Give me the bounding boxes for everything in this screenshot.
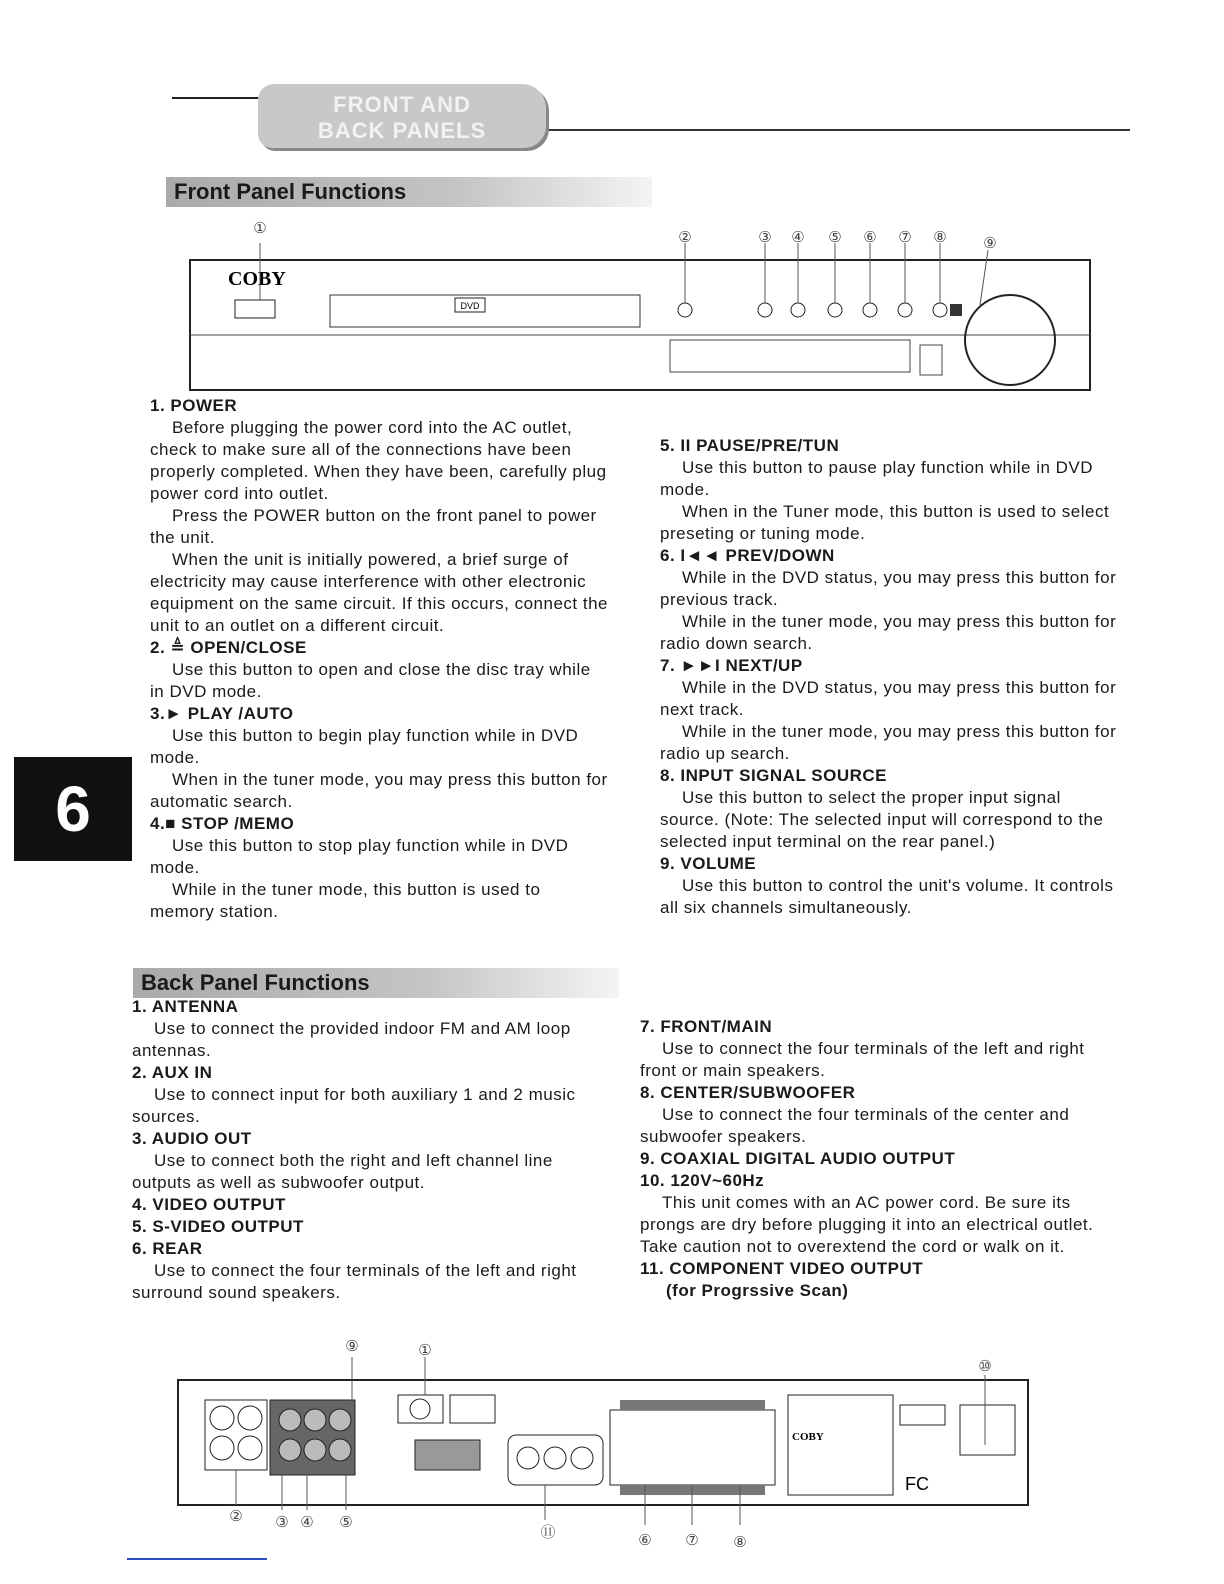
aux-in-block	[205, 1400, 267, 1470]
remote-sensor	[920, 345, 942, 375]
front-item-text: Use this button to control the unit's volume. It controls all six channels simultaneously.	[660, 876, 1114, 917]
volume-knob	[965, 295, 1055, 385]
header-rule-left	[172, 97, 272, 99]
prev-knob	[863, 303, 877, 317]
front-item-text: When in the tuner mode, you may press this button for automatic search.	[150, 770, 608, 811]
back-item-title: 1. ANTENNA	[132, 997, 239, 1016]
callout-back-9: ⑨	[345, 1337, 359, 1355]
callout-front-9: ⑨	[983, 234, 997, 252]
back-item-text: Use to connect the provided indoor FM and AM loop antennas.	[132, 1019, 571, 1060]
header-rule-right	[540, 129, 1130, 131]
back-item-title: 10. 120V~60Hz	[640, 1171, 765, 1190]
back-item-text: Use to connect the four terminals of the center and subwoofer speakers.	[640, 1105, 1070, 1146]
power-button-front	[235, 300, 275, 318]
front-item-title: 2. ≜ OPEN/CLOSE	[150, 638, 307, 657]
front-item-title: 7. ►►I NEXT/UP	[660, 656, 803, 675]
front-item-text: Use this button to select the proper input signal source. (Note: The selected input will correspond to the selected input terminal on the rear panel.)	[660, 788, 1104, 851]
front-item-text: When in the Tuner mode, this button is used to select preseting or tuning mode.	[660, 502, 1110, 543]
label-plate	[415, 1440, 480, 1470]
callout-front-3: ③	[758, 228, 772, 246]
component-video-block	[508, 1435, 603, 1485]
callout-back-5: ⑤	[339, 1513, 353, 1531]
rating-label	[788, 1395, 893, 1495]
back-item-title: 11. COMPONENT VIDEO OUTPUT	[640, 1259, 924, 1278]
back-panel-diagram	[170, 1335, 1040, 1555]
back-panel-heading: Back Panel Functions	[133, 968, 619, 998]
next-knob	[898, 303, 912, 317]
callout-back-1: ①	[418, 1341, 432, 1359]
callout-front-7: ⑦	[898, 228, 912, 246]
speaker-terminals	[610, 1410, 775, 1485]
output-jack	[279, 1439, 301, 1461]
page-number-tab: 6	[14, 757, 132, 861]
front-item-text: While in the DVD status, you may press this button for next track.	[660, 678, 1117, 719]
front-item-text: While in the tuner mode, this button is used to memory station.	[150, 880, 541, 921]
brand-logo: COBY	[228, 268, 286, 290]
front-item-title: 9. VOLUME	[660, 854, 757, 873]
aux-jack	[238, 1436, 262, 1460]
input-indicator	[950, 304, 962, 316]
back-item-title: 7. FRONT/MAIN	[640, 1017, 773, 1036]
antenna-block	[450, 1395, 495, 1423]
input-knob	[933, 303, 947, 317]
component-jack	[571, 1447, 593, 1469]
front-item-title: 4.■ STOP /MEMO	[150, 814, 295, 833]
pause-knob	[828, 303, 842, 317]
front-item-text: Press the POWER button on the front panel to power the unit.	[150, 506, 597, 547]
front-column-left	[150, 395, 608, 923]
callout-back-4: ④	[300, 1513, 314, 1531]
front-item-text: Use this button to stop play function while in DVD mode.	[150, 836, 569, 877]
section-title-line1: FRONT AND	[333, 92, 471, 117]
back-column-right	[640, 1016, 1110, 1302]
callout-front-1: ①	[253, 219, 267, 237]
output-jack	[304, 1409, 326, 1431]
back-item-text: This unit comes with an AC power cord. Be sure its prongs are dry before plugging it into an electrical outlet. Take caution not to overextend the cord or walk on it.	[640, 1193, 1094, 1256]
ac-cord-outlet	[960, 1405, 1015, 1455]
dvd-logo: DVD	[460, 301, 480, 311]
callout-back-11: ⑪	[540, 1523, 556, 1541]
front-item-text: Before plugging the power cord into the AC outlet, check to make sure all of the connections have been properly completed. When they have been, carefully plug power cord into outlet.	[150, 418, 607, 503]
fc-mark: FC	[905, 1474, 929, 1494]
callout-front-2: ②	[678, 228, 692, 246]
section-title-tab	[258, 84, 546, 148]
back-item-title: 5. S-VIDEO OUTPUT	[132, 1217, 304, 1236]
display-window	[670, 340, 910, 372]
open-close-knob	[678, 303, 692, 317]
callout-back-8: ⑧	[733, 1533, 747, 1551]
callout-front-8: ⑧	[933, 228, 947, 246]
back-item-title: 3. AUDIO OUT	[132, 1129, 252, 1148]
output-jack	[329, 1439, 351, 1461]
back-item-subtitle: (for Progrssive Scan)	[666, 1281, 849, 1300]
back-item-title: 4. VIDEO OUTPUT	[132, 1195, 286, 1214]
front-item-text: While in the tuner mode, you may press this button for radio up search.	[660, 722, 1117, 763]
callout-back-3: ③	[275, 1513, 289, 1531]
back-item-title: 2. AUX IN	[132, 1063, 213, 1082]
back-item-title: 6. REAR	[132, 1239, 203, 1258]
component-jack	[544, 1447, 566, 1469]
rear-brand: COBY	[792, 1431, 824, 1443]
front-item-text: While in the DVD status, you may press this button for previous track.	[660, 568, 1117, 609]
back-item-text: Use to connect the four terminals of the left and right front or main speakers.	[640, 1039, 1085, 1080]
antenna-fm-jack	[410, 1399, 430, 1419]
aux-jack	[210, 1436, 234, 1460]
front-item-text: Use this button to open and close the disc tray while in DVD mode.	[150, 660, 591, 701]
front-item-title: 6. I◄◄ PREV/DOWN	[660, 546, 835, 565]
front-item-text: When the unit is initially powered, a brief surge of electricity may cause interference with other electronic equipment on the same circuit. If this occurs, connect the unit to an outlet on a different circuit.	[150, 550, 608, 635]
back-item-title: 8. CENTER/SUBWOOFER	[640, 1083, 856, 1102]
stop-knob	[791, 303, 805, 317]
output-jack	[329, 1409, 351, 1431]
section-title-line2: BACK PANELS	[317, 118, 487, 143]
play-knob	[758, 303, 772, 317]
callout-front-6: ⑥	[863, 228, 877, 246]
speaker-terminal-strip	[620, 1400, 765, 1410]
back-item-title: 9. COAXIAL DIGITAL AUDIO OUTPUT	[640, 1149, 956, 1168]
callout-back-6: ⑥	[638, 1531, 652, 1549]
output-jack	[304, 1439, 326, 1461]
component-jack	[517, 1447, 539, 1469]
back-item-text: Use to connect input for both auxiliary 1 and 2 music sources.	[132, 1085, 576, 1126]
front-item-title: 3.► PLAY /AUTO	[150, 704, 294, 723]
front-item-title: 8. INPUT SIGNAL SOURCE	[660, 766, 887, 785]
output-jack	[279, 1409, 301, 1431]
bottom-rule	[127, 1558, 267, 1560]
back-item-text: Use to connect the four terminals of the left and right surround sound speakers.	[132, 1261, 577, 1302]
front-item-text: Use this button to begin play function while in DVD mode.	[150, 726, 579, 767]
back-column-left	[132, 996, 602, 1304]
callout-back-10: ⑩	[978, 1357, 992, 1375]
callout-front-4: ④	[791, 228, 805, 246]
front-panel-diagram	[180, 215, 1120, 410]
aux-jack	[210, 1406, 234, 1430]
power-socket	[900, 1405, 945, 1425]
front-column-right	[660, 435, 1120, 919]
front-panel-heading: Front Panel Functions	[166, 177, 652, 207]
front-item-title: 5. II PAUSE/PRE/TUN	[660, 436, 840, 455]
callout-back-7: ⑦	[685, 1531, 699, 1549]
front-item-text: Use this button to pause play function while in DVD mode.	[660, 458, 1094, 499]
front-item-title: 1. POWER	[150, 396, 238, 415]
callout-front-5: ⑤	[828, 228, 842, 246]
front-item-text: While in the tuner mode, you may press this button for radio down search.	[660, 612, 1117, 653]
callout-back-2: ②	[229, 1507, 243, 1525]
aux-jack	[238, 1406, 262, 1430]
back-item-text: Use to connect both the right and left channel line outputs as well as subwoofer output.	[132, 1151, 553, 1192]
